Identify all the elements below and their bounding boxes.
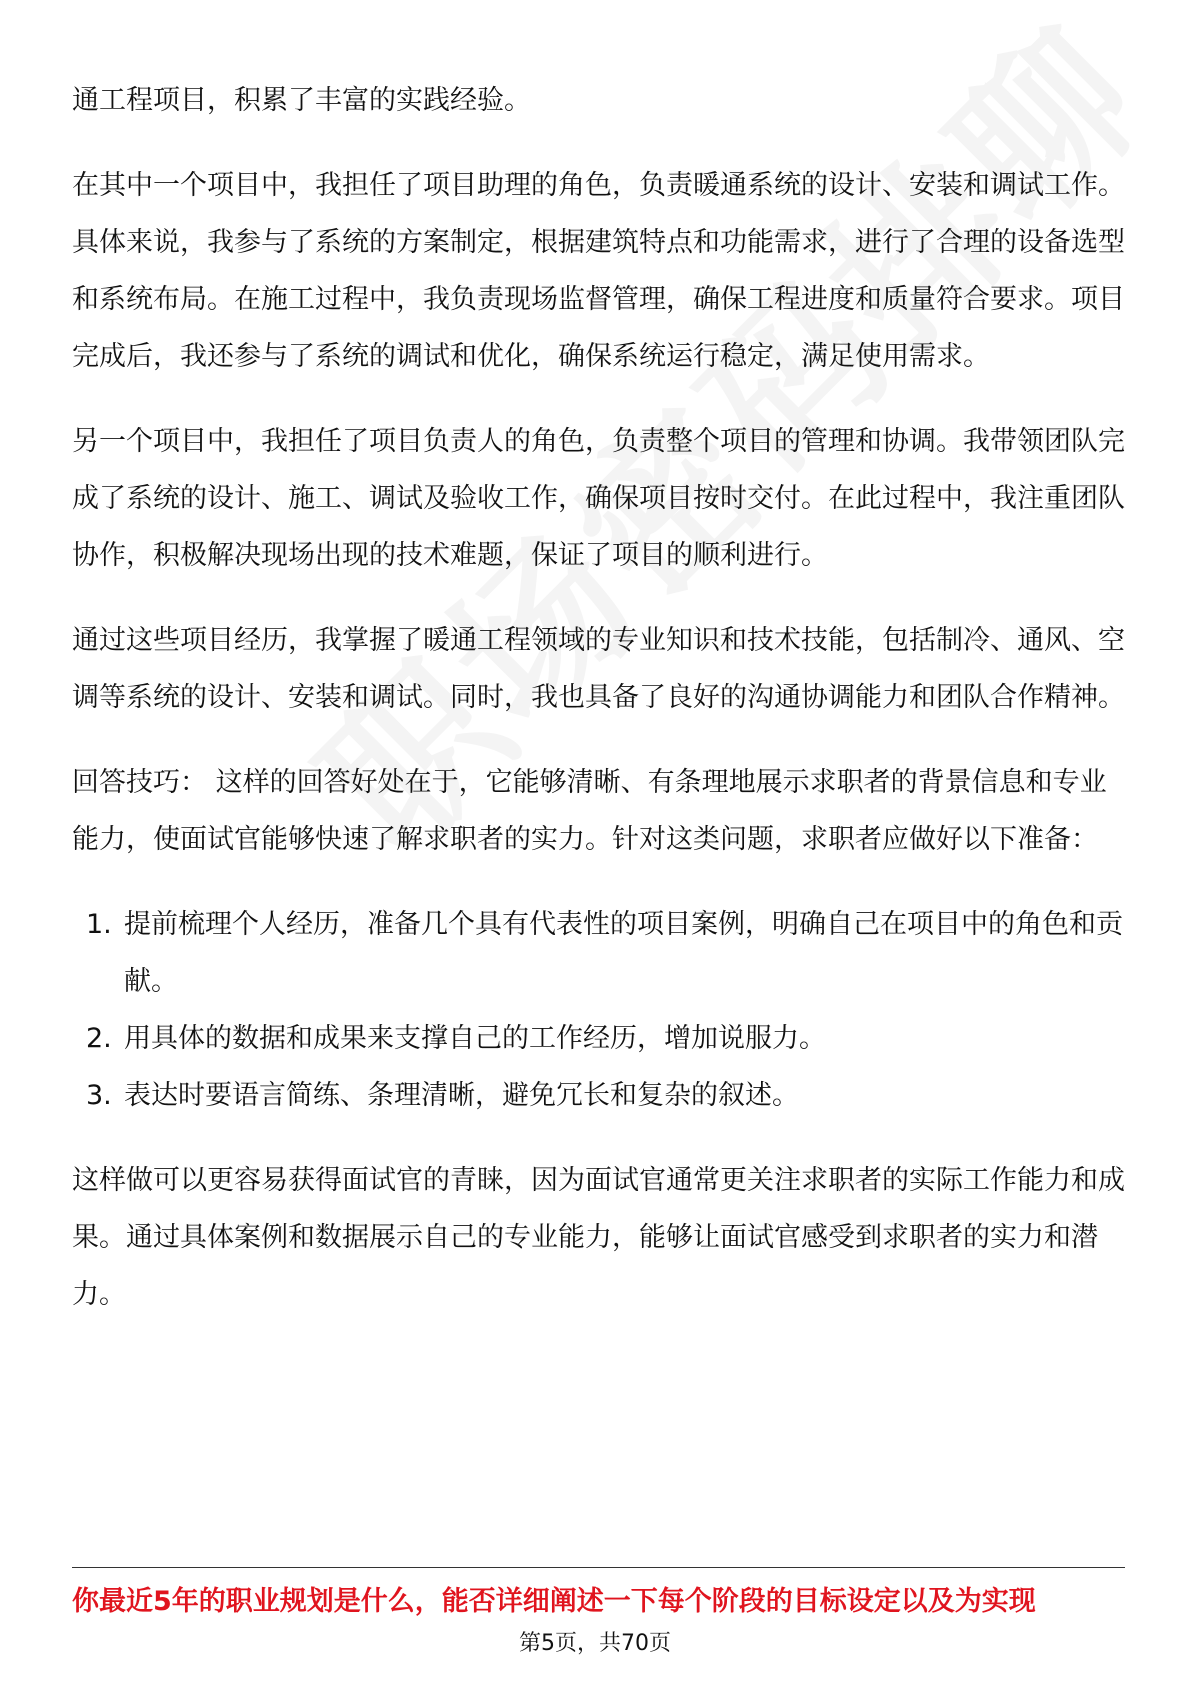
- list-item-text: 用具体的数据和成果来支撑自己的工作经历，增加说服力。: [124, 1023, 826, 1054]
- closing-paragraph: 这样做可以更容易获得面试官的青睐，因为面试官通常更关注求职者的实际工作能力和成果。通过具体案例和数据展示自己的专业能力，能够让面试官感受到求职者的实力和潜力。: [72, 1165, 1125, 1310]
- answer-tips-paragraph: 回答技巧： 这样的回答好处在于，它能够清晰、有条理地展示求职者的背景信息和专业能力，使面试官能够快速了解求职者的实力。针对这类问题，求职者应做好以下准备：: [72, 767, 1107, 855]
- list-item: [72, 1067, 1132, 1124]
- body-content: [72, 72, 1132, 1351]
- paragraph: 通工程项目，积累了丰富的实践经验。: [72, 85, 531, 116]
- next-question-heading: 你最近5年的职业规划是什么，能否详细阐述一下每个阶段的目标设定以及为实现: [72, 1586, 1036, 1617]
- list-number: 3.: [86, 1080, 112, 1111]
- list-item-text: 表达时要语言简练、条理清晰，避免冗长和复杂的叙述。: [124, 1080, 799, 1111]
- divider: [72, 1567, 1125, 1568]
- paragraph: 另一个项目中，我担任了项目负责人的角色，负责整个项目的管理和协调。我带领团队完成了系统的设计、施工、调试及验收工作，确保项目按时交付。在此过程中，我注重团队协作，积极解决现场出现的技术难题，保证了项目的顺利进行。: [72, 426, 1125, 571]
- list-item-text: 提前梳理个人经历，准备几个具有代表性的项目案例，明确自己在项目中的角色和贡献。: [124, 909, 1123, 997]
- preparation-list: [72, 896, 1132, 1124]
- list-number: 1.: [86, 909, 112, 940]
- list-number: 2.: [86, 1023, 112, 1054]
- page-number: 第5页，共70页: [519, 1631, 671, 1656]
- paragraph: 在其中一个项目中，我担任了项目助理的角色，负责暖通系统的设计、安装和调试工作。具体来说，我参与了系统的方案制定，根据建筑特点和功能需求，进行了合理的设备选型和系统布局。在施工过程中，我负责现场监督管理，确保工程进度和质量符合要求。项目完成后，我还参与了系统的调试和优化，确保系统运行稳定，满足使用需求。: [72, 170, 1125, 372]
- list-item: [72, 1010, 1132, 1067]
- list-item: [72, 896, 1132, 1010]
- paragraph: 通过这些项目经历，我掌握了暖通工程领域的专业知识和技术技能，包括制冷、通风、空调等系统的设计、安装和调试。同时，我也具备了良好的沟通协调能力和团队合作精神。: [72, 625, 1125, 713]
